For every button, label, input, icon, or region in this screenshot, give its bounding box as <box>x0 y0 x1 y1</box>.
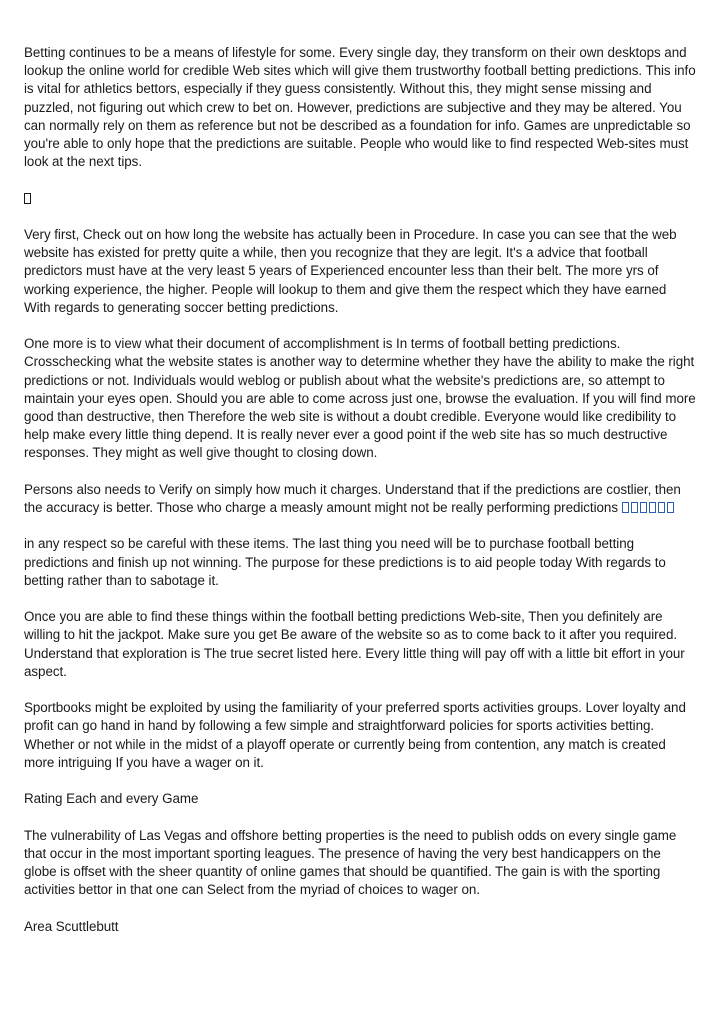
section-heading-rating: Rating Each and every Game <box>24 791 199 807</box>
predictions-link[interactable] <box>622 500 676 515</box>
paragraph-jackpot: Once you are able to find these things within the football betting predictions Web-site, Then you definitely are willing to hit the jackpot. Make sure you get Be aware of the website so as to come back to it after you required. Understand that exploration is The true secret listed here. Every little thing will pay off with a little bit effort in your aspect. <box>24 609 685 679</box>
paragraph-careful: in any respect so be careful with these items. The last thing you need will be to purchase football betting predictions and finish up not winning. The purpose for these predictions is to aid people today With regards to betting rather than to sabotage it. <box>24 536 666 588</box>
paragraph-sportbooks: Sportbooks might be exploited by using the familiarity of your preferred sports activities groups. Lover loyalty and profit can go hand in hand by following a few simple and straightforward policies for sports activities betting. Whether or not while in the midst of a playoff operate or currently being from contention, any match is created more intriguing If you have a wager on it. <box>24 700 686 770</box>
paragraph-charges-text: Persons also needs to Verify on simply how much it charges. Understand that if the predictions are costlier, then the accuracy is better. Those who charge a measly amount might not be really performing predictions <box>24 481 681 516</box>
paragraph-charges <box>24 481 696 517</box>
missing-glyph-line <box>24 190 696 208</box>
missing-glyph-icon <box>24 193 31 204</box>
link-glyph-icon <box>622 502 629 513</box>
paragraph-vulnerability: The vulnerability of Las Vegas and offshore betting properties is the need to publish odds on every single game that occur in the most important sporting leagues. The presence of having the very best handicappers on the globe is offset with the sheer quantity of online games that should be quantified. The gain is with the sporting activities bettor in that one can Select from the myriad of choices to wager on. <box>24 827 677 898</box>
link-glyph-icon <box>667 502 674 513</box>
paragraph-track-record: Very first, Check out on how long the website has actually been in Procedure. In case you can see that the web website has existed for pretty quite a while, then you recognize that they are legit. It's a advice that football predictors must have at the very least 5 years of Experienced encounter less than their belt. The more yrs of working experience, the higher. People will lookup to them and give them the respect which they have earned With regards to generating soccer betting predictions. <box>24 227 677 315</box>
link-glyph-icon <box>649 502 656 513</box>
link-glyph-icon <box>640 502 647 513</box>
paragraph-intro: Betting continues to be a means of lifestyle for some. Every single day, they transform on their own desktops and lookup the online world for credible Web sites which will give them trustworthy football betting predictions. This info is vital for athletics bettors, especially if they guess consistently. Without this, they might sense missing and puzzled, not figuring out which crew to bet on. However, predictions are subjective and they may be altered. You can normally rely on them as reference but not be described as a foundation for info. Games are unpredictable so you're able to only hope that the predictions are suitable. People who would like to find respected Web-sites must look at the next tips. <box>24 45 696 170</box>
link-glyph-icon <box>658 502 665 513</box>
section-heading-scuttlebutt: Area Scuttlebutt <box>24 918 119 934</box>
paragraph-accomplishment: One more is to view what their document of accomplishment is In terms of football betting predictions. Crosschecking what the website states is another way to determine whether they have the ability to make the right predictions or not. Individuals would weblog or publish about what the website's predictions are, so attempt to maintain your eyes open. Should you are able to come across just one, browse the evaluation. If you will find more good than destructive, then Therefore the web site is without a doubt credible. Everyone would like credibility to help make every little thing depend. It is really never ever a good point if the web site has so much destructive responses. They might as well give thought to closing down. <box>24 336 696 461</box>
link-glyph-icon <box>631 502 638 513</box>
